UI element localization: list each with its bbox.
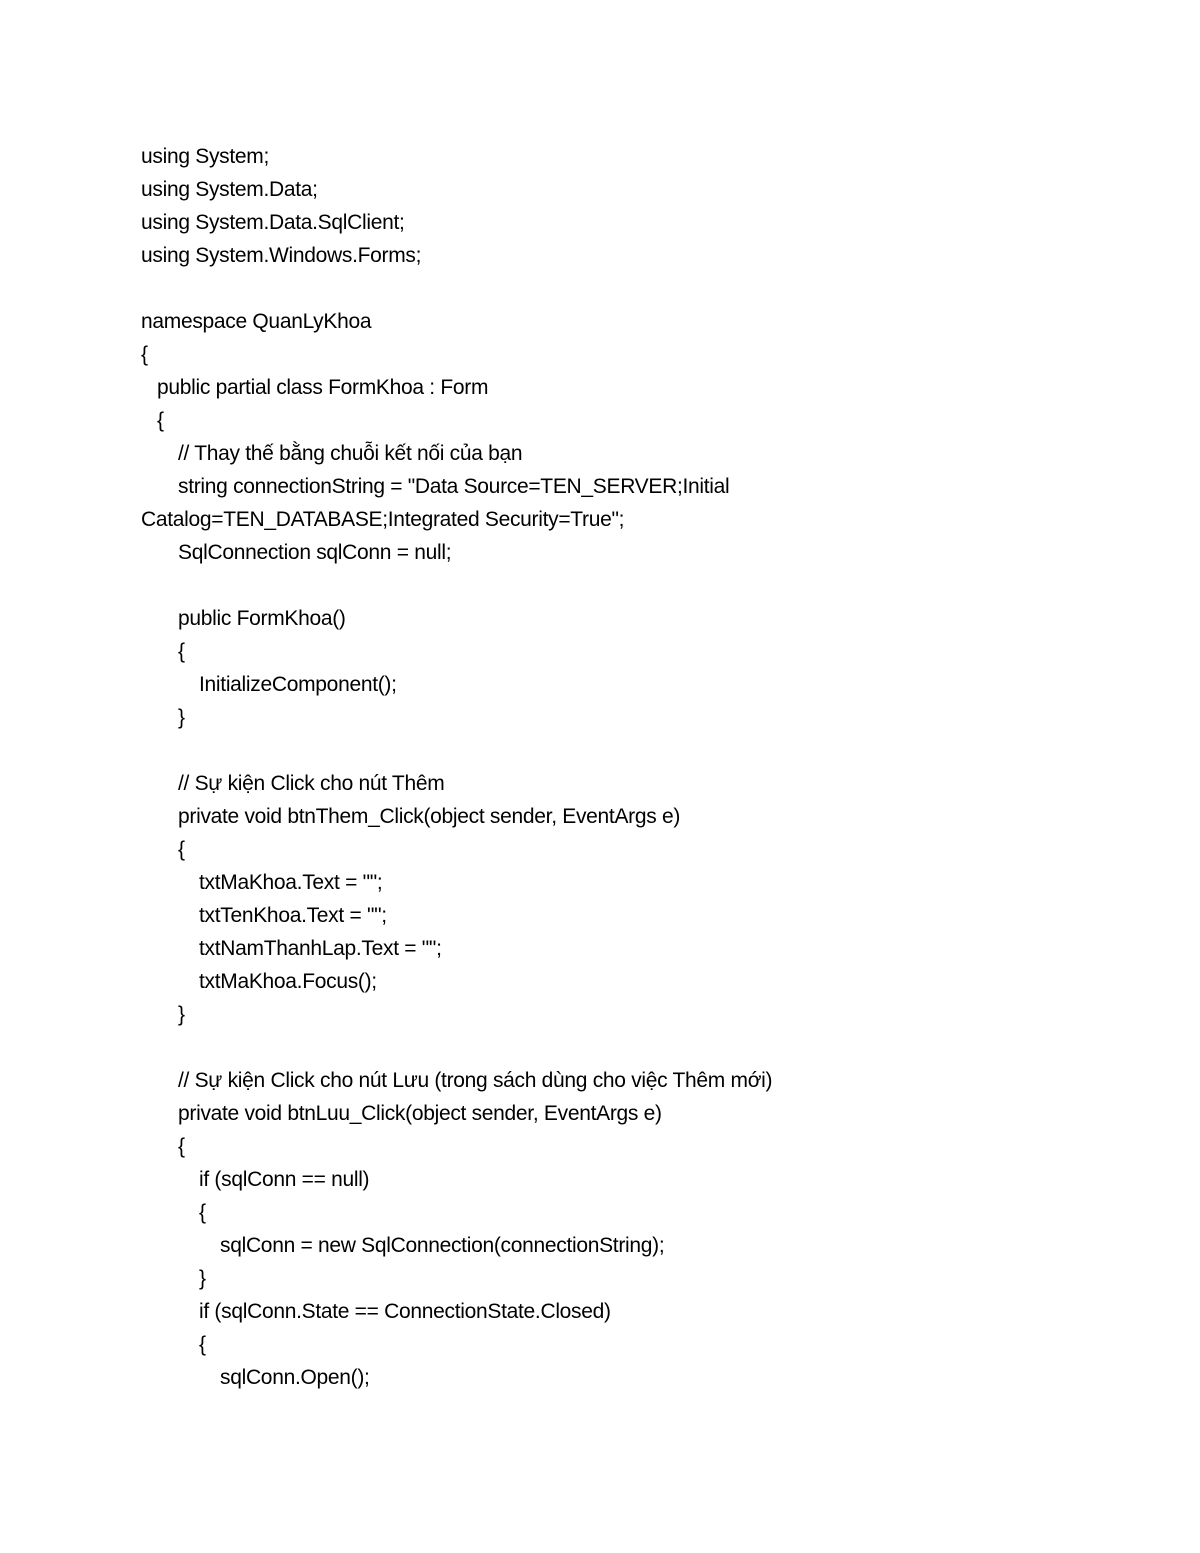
code-line: using System; — [141, 145, 269, 168]
code-line: using System.Data; — [141, 178, 318, 201]
code-line: public partial class FormKhoa : Form — [157, 376, 489, 399]
code-line: Catalog=TEN_DATABASE;Integrated Security=True"; — [141, 508, 625, 531]
blank-line — [141, 1031, 1101, 1064]
code-line: using System.Windows.Forms; — [141, 244, 422, 267]
code-line: sqlConn.Open(); — [220, 1366, 370, 1389]
code-line: { — [178, 1135, 185, 1158]
code-listing — [141, 140, 1101, 1394]
code-line: private void btnThem_Click(object sender, EventArgs e) — [178, 805, 681, 828]
code-line: // Sự kiện Click cho nút Thêm — [178, 772, 445, 795]
code-line: public FormKhoa() — [178, 607, 346, 630]
code-line: // Sự kiện Click cho nút Lưu (trong sách dùng cho việc Thêm mới) — [178, 1069, 773, 1092]
code-line: { — [199, 1201, 206, 1224]
code-line: txtMaKhoa.Text = ""; — [199, 871, 383, 894]
code-line: { — [178, 838, 185, 861]
code-line: { — [141, 343, 148, 366]
code-line: txtTenKhoa.Text = ""; — [199, 904, 387, 927]
code-line: if (sqlConn == null) — [199, 1168, 370, 1191]
code-line: if (sqlConn.State == ConnectionState.Closed) — [199, 1300, 611, 1323]
code-line: string connectionString = "Data Source=TEN_SERVER;Initial — [178, 475, 730, 498]
code-line: } — [178, 1003, 185, 1026]
code-line: } — [178, 706, 185, 729]
code-line: InitializeComponent(); — [199, 673, 397, 696]
code-line: // Thay thế bằng chuỗi kết nối của bạn — [178, 442, 523, 465]
code-line: using System.Data.SqlClient; — [141, 211, 405, 234]
code-line: namespace QuanLyKhoa — [141, 310, 372, 333]
blank-line — [141, 569, 1101, 602]
code-line: } — [199, 1267, 206, 1290]
blank-line — [141, 734, 1101, 767]
code-line: txtMaKhoa.Focus(); — [199, 970, 377, 993]
code-line: { — [199, 1333, 206, 1356]
code-line: { — [178, 640, 185, 663]
code-line: SqlConnection sqlConn = null; — [178, 541, 452, 564]
code-line: private void btnLuu_Click(object sender, EventArgs e) — [178, 1102, 662, 1125]
code-line: { — [157, 409, 164, 432]
blank-line — [141, 272, 1101, 305]
code-line: txtNamThanhLap.Text = ""; — [199, 937, 442, 960]
code-line: sqlConn = new SqlConnection(connectionString); — [220, 1234, 665, 1257]
